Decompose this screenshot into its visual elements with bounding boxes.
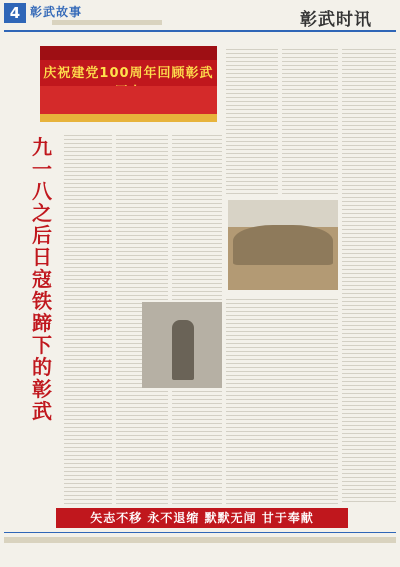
banner-strip <box>40 114 217 122</box>
header-subtext <box>52 20 162 25</box>
text-column-7 <box>226 296 338 504</box>
banner-image <box>40 86 217 116</box>
page-number-badge: 4 <box>4 3 26 23</box>
portrait-photo <box>142 302 222 388</box>
slogan-text: 矢志不移 永不退缩 默默无闻 甘于奉献 <box>90 511 314 525</box>
banner-decoration <box>40 46 217 60</box>
header-rule <box>4 30 396 32</box>
text-column-5 <box>282 46 338 196</box>
landscape-photo <box>228 200 338 290</box>
page-header <box>0 0 400 32</box>
article-headline: 九一八之后日寇铁蹄下的彰武 <box>32 135 52 423</box>
text-column-6 <box>342 46 396 504</box>
hill-shape <box>233 225 333 265</box>
text-column-4 <box>226 46 278 196</box>
page-footer <box>4 532 396 553</box>
footer-text <box>4 537 396 543</box>
section-name: 彰武故事 <box>30 5 83 19</box>
feature-banner <box>40 46 217 122</box>
text-column-1 <box>64 132 112 504</box>
masthead: 彰武时讯 <box>300 10 372 30</box>
figure-silhouette <box>172 320 194 380</box>
slogan-banner <box>56 508 348 528</box>
banner-title: 庆祝建党100周年回顾彰武 <box>43 66 214 81</box>
